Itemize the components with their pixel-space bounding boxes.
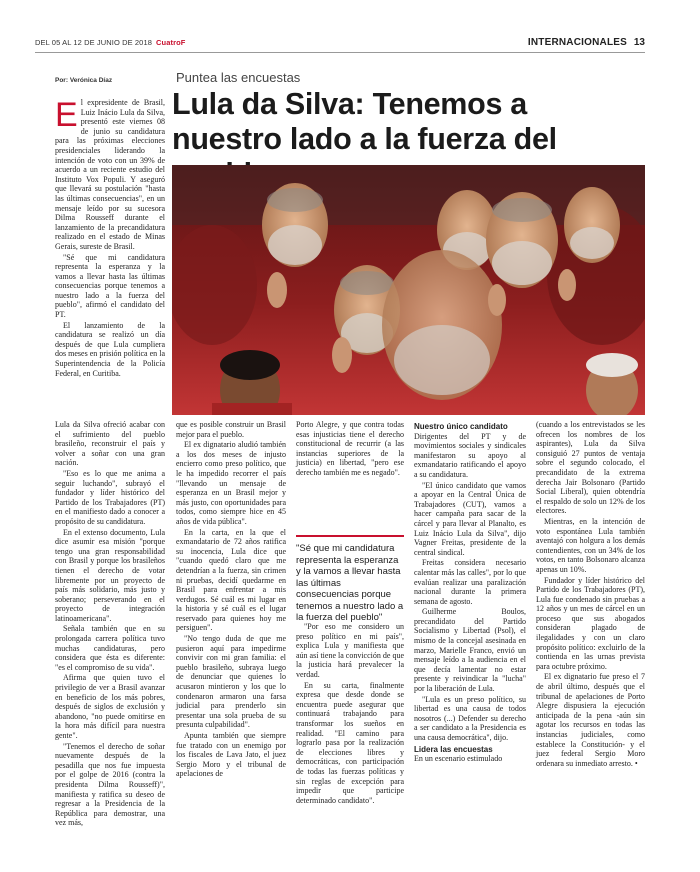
byline-label: Por: — [55, 77, 68, 84]
rally-photo — [172, 165, 645, 415]
issue-dates — [35, 38, 185, 47]
kicker: Puntea las encuestas — [176, 70, 301, 85]
body-paragraph: En la carta, en la que el exmandatario de 72 años ratifica su inocencia, Lula dice que "cuando quedó claro que me detendrían a la fuerza, sin crimen ni pruebas, decidí quedarme en Brasil para enfrentar a mis verdugos. Sé cuál es mi lugar en la historia y sé cuál es el lugar reservado para quienes hoy me persiguen". — [176, 527, 286, 633]
issue-dates-text: DEL 05 AL 12 DE JUNIO DE 2018 — [35, 38, 152, 47]
body-paragraph: "Eso es lo que me anima a seguir luchando", subrayó el fundador y líder histórico del Partido de los Trabajadores (PT) en el manifiesto dado a conocer a propósito de su candidatura. — [55, 468, 165, 526]
body-paragraph: El ex dignatario fue preso el 7 de abril último, después que el tribunal de apelaciones de Porto Alegre dispusiera la ejecución anticipada de la pena -aún sin agotar los recursos en todas las instancias judiciales, como establece la Constitución- y el juez federal Sergio Moro ordenara su inmediato arresto. • — [536, 672, 645, 768]
body-paragraph: "Lula es un preso político, su libertad es una causa de todos nosotros (...) Defender su derecho a ser candidato a la Presidencia es una causa democrática", dijo. — [414, 694, 526, 742]
body-paragraph: El ex dignatario aludió también a los dos meses de injusto encierro como preso político, que le ha impedido recorrer el país "llevando un mensaje de esperanza en un Brasil mejor y más justo, con oportunidades para todos, como siempre hice en 45 años de vida pública". — [176, 440, 286, 526]
article-column-3-continued — [296, 622, 404, 806]
page-header — [35, 38, 645, 52]
dropcap: E — [55, 96, 78, 134]
byline — [55, 77, 112, 84]
section-name: INTERNACIONALES — [527, 37, 627, 48]
body-paragraph: Afirma que quien tuvo el privilegio de ver a Brasil avanzar en beneficio de los más pobres, después de siglos de exclusión y abandono, "no puede omitirse en la hora más difícil para nuestra gente". — [55, 673, 165, 740]
body-paragraph: "Por eso me considero un preso político en mi país", explica Lula y manifiesta que aún así tiene la convicción de que la justicia hará prevalecer la verdad. — [296, 622, 404, 679]
pull-quote: "Sé que mi candidatura representa la esperanza y la vamos a llevar hasta las últimas consecuencias porque tenemos a nuestro lado a la fuerza del pueblo" — [296, 535, 404, 624]
byline-author: Verónica Díaz — [69, 77, 113, 84]
subhead: Lidera las encuestas — [414, 744, 493, 754]
body-paragraph: Dirigentes del PT y de movimientos sociales y sindicales manifestaron su apoyo al exmandatario ratificando el apoyo a su candidatura. — [414, 431, 526, 479]
subhead: Nuestro único candidato — [414, 422, 508, 431]
body-paragraph: Lula da Silva ofreció acabar con el sufrimiento del pueblo brasileño, reconstruir el país y volver a soñar con una gran nación. — [55, 420, 165, 468]
body-paragraph: Fundador y líder histórico del Partido de los Trabajadores (PT), Lula fue condenado sin pruebas a 12 años y un mes de cárcel en un proceso que sus abogados consideran plagado de ilegalidades y con un claro propósito político: excluirlo de la contienda en las urnas prevista para octubre próximo. — [536, 575, 645, 671]
intro-paragraph-text: l expresidente de Brasil, Luiz Inácio Lula da Silva, presentó este viernes 08 de junio su candidatura para las próximas elecciones presidenciales liderando la intención de voto con un 39% de acuerdo a un reciente estudio del Instituto Vox Populi. Y aseguró que llevará su postulación "hasta las últimas consecuencias", en un mensaje leído por su sucesora Dilma Rousseff durante el lanzamiento de la precandidatura realizado en el estado de Minas Gerais, sureste de Brasil. — [55, 98, 165, 251]
body-paragraph: (cuando a los entrevistados se les ofrecen los nombres de los aspirantes), Lula da Silva consiguió 27 puntos de ventaja sobre el segundo colocado, el precandidato de la extrema derecha Jair Bolsonaro (Partido Social Liberal), quien obtendría el respaldo de solo un 12% de los electores. — [536, 420, 645, 516]
crowd-photo-illustration — [172, 165, 645, 415]
intro-paragraph — [55, 98, 165, 252]
article-column-1 — [55, 420, 165, 829]
body-paragraph: Guilherme Boulos, precandidato del Partido Socialismo y Libertad (Psol), el mismo de la concejal asesinada en marzo, Marielle Franco, envió un mensaje leído a la audiencia en el que decía lamentar no estar presente y reivindicar la "lucha" por la liberación de Lula. — [414, 607, 526, 694]
article-column-5 — [536, 420, 645, 769]
body-paragraph: En su carta, finalmente expresa que desde donde se encuentra puede asegurar que continuará trabajando para transformar los sueños en realidad. "El camino para lograrlo pasa por la realización de elecciones libres y democráticas, con participación de todas las fuerzas políticas y sin reglas de excepción para impedir que participe determinado candidato". — [296, 680, 404, 805]
page-number: 13 — [633, 37, 645, 48]
body-paragraph: Apunta también que siempre fue tratado con un enemigo por los fiscales de Lava Jato, el juez Sergio Moro y el tribunal de apelaciones de — [176, 731, 286, 779]
article-column-4 — [414, 420, 526, 765]
body-paragraph: En un escenario estimulado — [414, 754, 503, 764]
body-paragraph: "Sé que mi candidatura representa la esperanza y la vamos a llevar hasta las últimas consecuencias porque tenemos a nuestro lado a la fuerza del pueblo", afirmó el candidato del PT. — [55, 252, 165, 320]
body-paragraph: Señala también que en su prolongada carrera política tuvo muchas candidaturas, pero considera que ésta es diferente: "es el compromiso de su vida". — [55, 624, 165, 672]
body-paragraph: "No tengo duda de que me pusieron aquí para impedirme convivir con mi gran familia: el pueblo brasileño, subraya luego de denunciar que quienes lo acusaron mintieron y los que lo condenaron armaron una farsa judicial para prenderlo sin presentar una sola prueba de su presunta culpabilidad". — [176, 634, 286, 730]
body-paragraph: Mientras, en la intención de voto espontánea Lula también aventajó con holgura a los demás contendientes, con un 34% de los votos, en tanto Bolsonaro alcanza apenas un 10%. — [536, 516, 645, 574]
body-paragraph: En el extenso documento, Lula dice asumir esa misión "porque tengo una gran responsabilidad con Brasil y porque los brasileños tienen el derecho de votar libremente por un proyecto de país más solidario, más justo y soberano; perseverando en el proyecto de integración latinoamericana". — [55, 527, 165, 623]
article-column-3 — [296, 420, 404, 479]
article-column-2 — [176, 420, 286, 780]
body-paragraph: que es posible construir un Brasil mejor para el pueblo. — [176, 420, 286, 439]
body-paragraph: "El único candidato que vamos a apoyar en la Central Única de Trabajadores (CUT), vamos a hacer campaña para sacar de la cárcel y para llevar al Planalto, es Luiz Inácio Lula da Silva", dijo Vagner Freitas, presidente de la central sindical. — [414, 480, 526, 557]
headline: Lula da Silva: Tenemos a nuestro lado a la fuerza del — [172, 87, 557, 156]
header-rule — [35, 52, 645, 53]
body-paragraph: Freitas considera necesario calentar más las calles", por lo que evalúan realizar una paralización nacional durante la primera semana de agosto. — [414, 558, 526, 606]
body-paragraph: "Tenemos el derecho de soñar nuevamente después de la pesadilla que nos fue impuesta por el golpe de 2016 (contra la presidenta Dilma Rousseff)", manifiesta y ratifica su deseo de regresar a la Presidencia de la República para demostrar, una vez más, — [55, 741, 165, 828]
body-paragraph: El lanzamiento de la candidatura se realizó un día después de que Lula cumpliera dos meses en prisión política en la Superintendencia de la Policía Federal, en Curitiba. — [55, 320, 165, 378]
body-paragraph: Porto Alegre, y que contra todas esas injusticias tiene el derecho constitucional de recurrir (a las instancias superiores de la justicia) en libertad, "pero ese derecho también me es negado". — [296, 420, 404, 477]
article-intro-column — [55, 98, 165, 379]
publication-logo: CuatroF — [156, 38, 186, 47]
